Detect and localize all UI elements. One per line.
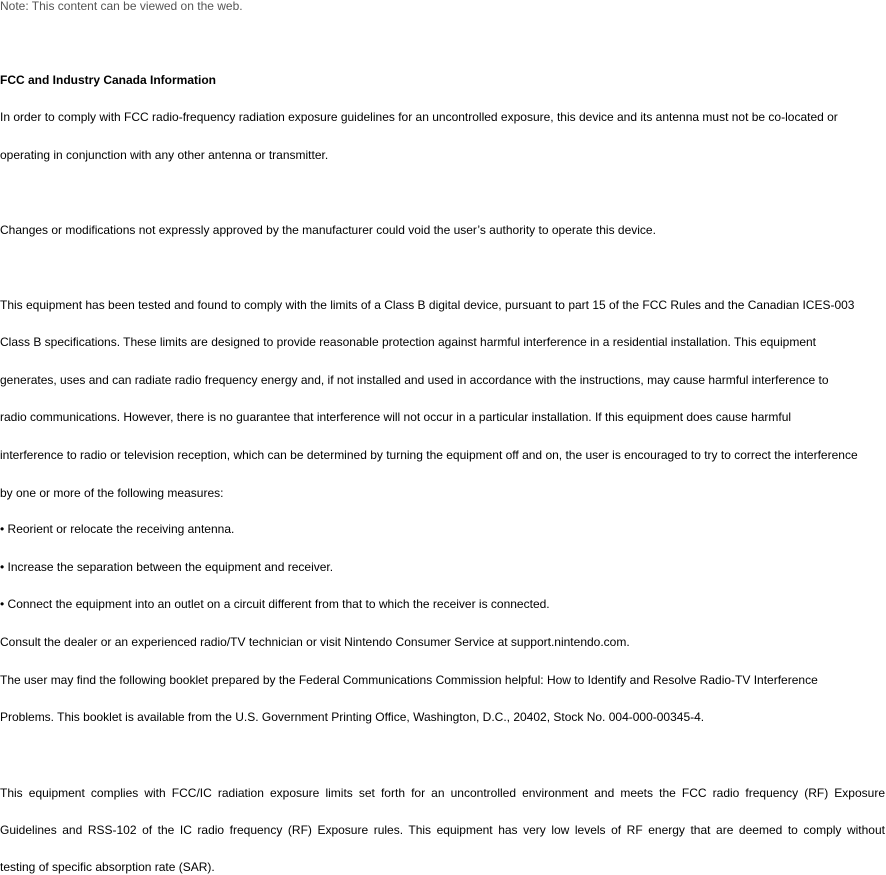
web-note: Note: This content can be viewed on the web. — [0, 0, 243, 13]
bullet-item: • Increase the separation between the equipment and receiver. — [0, 560, 334, 574]
paragraph-line: Class B specifications. These limits are designed to provide reasonable protection against harmful interference in a residential installation. This equipment — [0, 335, 816, 349]
paragraph-line: Guidelines and RSS-102 of the IC radio frequency (RF) Exposure rules. This equipment has very low levels of RF energy that are deemed to comply without — [0, 823, 885, 837]
paragraph-line: testing of specific absorption rate (SAR). — [0, 860, 215, 874]
paragraph-line: This equipment complies with FCC/IC radiation exposure limits set forth for an uncontrolled environment and meets the FCC radio frequency (RF) Exposure — [0, 786, 885, 800]
paragraph-line: Changes or modifications not expressly approved by the manufacturer could void the user’s authority to operate this device. — [0, 223, 656, 237]
paragraph-line: Consult the dealer or an experienced radio/TV technician or visit Nintendo Consumer Service at support.nintendo.com. — [0, 635, 630, 649]
paragraph-line: interference to radio or television reception, which can be determined by turning the equipment off and on, the user is encouraged to try to correct the interference — [0, 448, 858, 462]
paragraph-line: generates, uses and can radiate radio frequency energy and, if not installed and used in accordance with the instructions, may cause harmful interference to — [0, 373, 829, 387]
paragraph-line: by one or more of the following measures: — [0, 486, 224, 500]
bullet-item: • Connect the equipment into an outlet on a circuit different from that to which the receiver is connected. — [0, 597, 550, 611]
paragraph-line: The user may find the following booklet prepared by the Federal Communications Commission helpful: How to Identify and Resolve Radio-TV Interference — [0, 673, 818, 687]
paragraph-line: Problems. This booklet is available from the U.S. Government Printing Office, Washington, D.C., 20402, Stock No. 004-000-00345-4. — [0, 710, 705, 724]
section-heading: FCC and Industry Canada Information — [0, 73, 217, 87]
paragraph-line: In order to comply with FCC radio-frequency radiation exposure guidelines for an uncontrolled exposure, this device and its antenna must not be co-located or — [0, 110, 838, 124]
paragraph-line: radio communications. However, there is no guarantee that interference will not occur in a particular installation. If this equipment does cause harmful — [0, 410, 792, 424]
paragraph-line: This equipment has been tested and found to comply with the limits of a Class B digital device, pursuant to part 15 of the FCC Rules and the Canadian ICES-003 — [0, 298, 855, 312]
paragraph-line: operating in conjunction with any other antenna or transmitter. — [0, 148, 329, 162]
bullet-item: • Reorient or relocate the receiving antenna. — [0, 522, 235, 536]
